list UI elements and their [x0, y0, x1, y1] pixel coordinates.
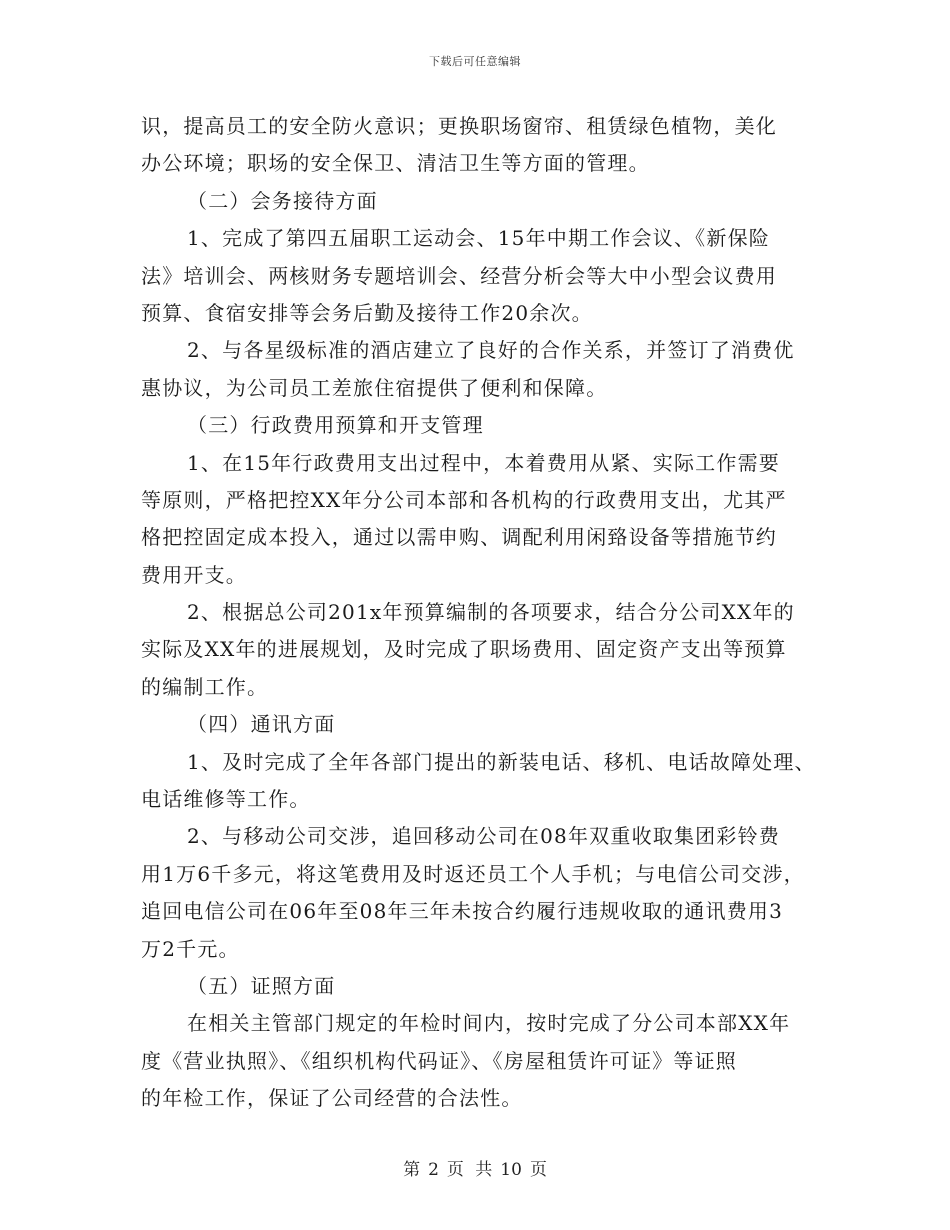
body-line: 2、根据总公司201x年预算编制的各项要求，结合分公司XX年的: [187, 600, 795, 625]
total-pages: 10: [500, 1160, 522, 1180]
body-line: 用1万6千多元，将这笔费用及时返还员工个人手机；与电信公司交涉，: [141, 861, 805, 886]
body-line: 度《营业执照》、《组织机构代码证》、《房屋租赁许可证》等证照: [141, 1048, 737, 1073]
body-line: 识，提高员工的安全防火意识；更换职场窗帘、租赁绿色植物，美化: [141, 114, 777, 138]
body-line: 办公环境；职场的安全保卫、清洁卫生等方面的管理。: [141, 151, 650, 176]
body-line: 等原则，严格把控XX年分公司本部和各机构的行政费用支出，尤其严: [141, 487, 787, 512]
body-line: 的年检工作，保证了公司经营的合法性。: [141, 1086, 523, 1111]
body-line: 1、在15年行政费用支出过程中，本着费用从紧、实际工作需要: [187, 450, 780, 475]
body-line: 实际及XX年的进展规划，及时完成了职场费用、固定资产支出等预算: [141, 637, 787, 662]
footer-prefix: 第: [403, 1160, 421, 1180]
body-line: 1、及时完成了全年各部门提出的新装电话、移机、电话故障处理、: [187, 749, 816, 774]
page-footer: [0, 1155, 950, 1180]
section-heading: （四）通讯方面: [187, 712, 336, 737]
body-line: 的编制工作。: [141, 674, 269, 699]
body-line: 电话维修等工作。: [141, 787, 311, 812]
body-line: 追回电信公司在06年至08年三年未按合约履行违规收取的通讯费用3: [141, 899, 784, 924]
body-line: 万2千元。: [141, 936, 240, 961]
body-line: 格把控固定成本投入，通过以需申购、调配利用闲臵设备等措施节约: [141, 525, 777, 550]
body-line: 费用开支。: [141, 562, 247, 587]
section-heading: （五）证照方面: [187, 973, 336, 998]
page-number: 2: [428, 1160, 439, 1180]
body-line: 惠协议，为公司员工差旅住宿提供了便利和保障。: [141, 375, 608, 400]
body-line: 在相关主管部门规定的年检时间内，按时完成了分公司本部XX年: [187, 1011, 791, 1036]
body-line: 法》培训会、两核财务专题培训会、经营分析会等大中小型会议费用: [141, 263, 777, 288]
section-heading: （二）会务接待方面: [187, 188, 378, 213]
body-line: 2、与各星级标准的酒店建立了良好的合作关系，并签订了消费优: [187, 338, 795, 363]
section-heading: （三）行政费用预算和开支管理: [187, 413, 484, 438]
page-header: 下载后可任意编辑: [429, 55, 521, 68]
body-line: 2、与移动公司交涉，追回移动公司在08年双重收取集团彩铃费: [187, 824, 780, 849]
footer-middle: 页 共: [446, 1160, 493, 1180]
body-line: 预算、食宿安排等会务后勤及接待工作20余次。: [141, 300, 593, 325]
footer-suffix: 页: [529, 1160, 547, 1180]
document-body: [141, 108, 821, 1118]
body-line: 1、完成了第四五届职工运动会、15年中期工作会议、《新保险: [187, 226, 770, 251]
